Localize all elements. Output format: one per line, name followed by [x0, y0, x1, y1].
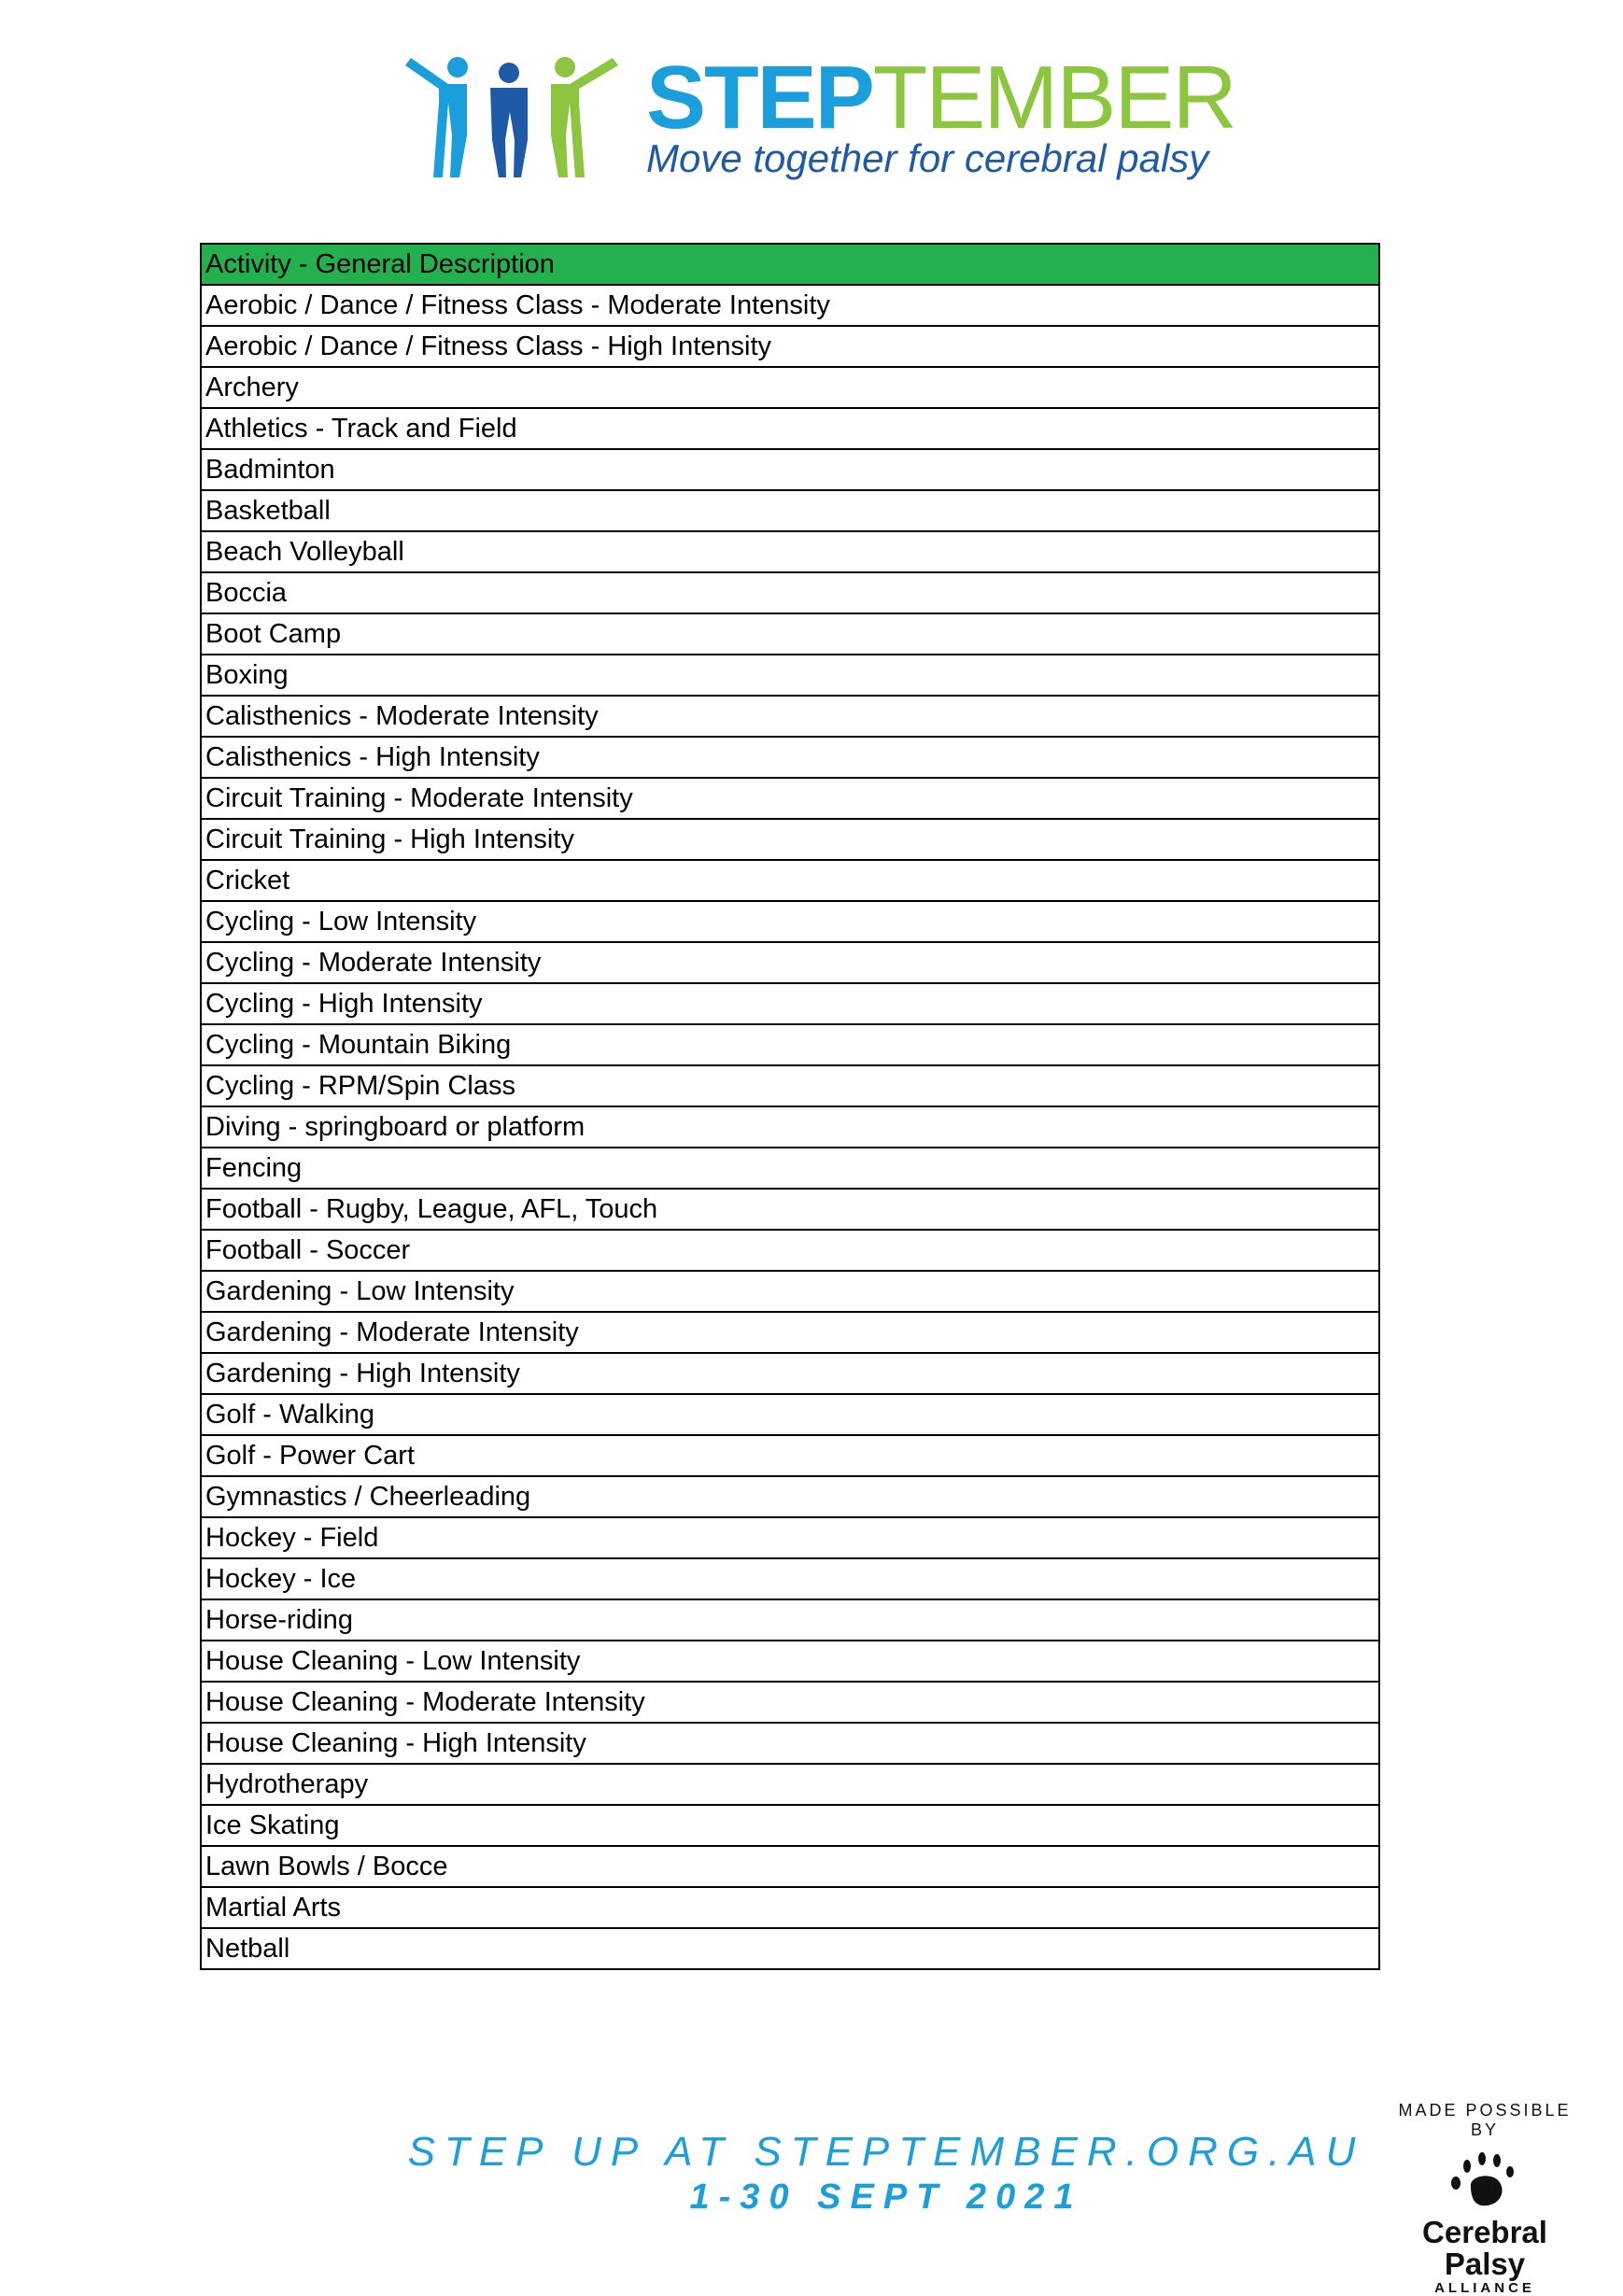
activity-cell: Aerobic / Dance / Fitness Class - High Intensity — [201, 326, 1379, 367]
activity-cell: Athletics - Track and Field — [201, 408, 1379, 449]
activity-cell: Gardening - High Intensity — [201, 1353, 1379, 1394]
table-row — [201, 572, 1379, 613]
partner-name: Cerebral Palsy — [1422, 2215, 1547, 2281]
table-row — [201, 1394, 1379, 1435]
table-row — [201, 737, 1379, 778]
table-row — [201, 1230, 1379, 1271]
activity-cell: Horse-riding — [201, 1599, 1379, 1641]
table-header-cell: Activity - General Description — [201, 244, 1379, 285]
activity-cell: Cricket — [201, 860, 1379, 901]
activity-cell: Gymnastics / Cheerleading — [201, 1476, 1379, 1517]
table-row — [201, 819, 1379, 860]
activity-cell: Calisthenics - Moderate Intensity — [201, 696, 1379, 737]
activity-cell: Football - Soccer — [201, 1230, 1379, 1271]
table-row — [201, 860, 1379, 901]
table-row — [201, 1558, 1379, 1599]
table-row — [201, 449, 1379, 490]
activity-cell: Boot Camp — [201, 613, 1379, 655]
activity-cell: Aerobic / Dance / Fitness Class - Moderate Intensity — [201, 285, 1379, 326]
activity-cell: Gardening - Moderate Intensity — [201, 1312, 1379, 1353]
table-row — [201, 983, 1379, 1024]
table-row — [201, 1435, 1379, 1476]
table-row — [201, 1106, 1379, 1148]
table-row — [201, 1271, 1379, 1312]
table-row — [201, 696, 1379, 737]
activity-cell: Lawn Bowls / Bocce — [201, 1846, 1379, 1887]
table-row — [201, 1189, 1379, 1230]
table-row — [201, 1476, 1379, 1517]
partner-subtitle: ALLIANCE — [1434, 2280, 1535, 2296]
logo-tagline: Move together for cerebral palsy — [646, 136, 1209, 180]
activity-cell: Cycling - Mountain Biking — [201, 1024, 1379, 1065]
activity-cell: House Cleaning - Low Intensity — [201, 1641, 1379, 1682]
activity-cell: Martial Arts — [201, 1887, 1379, 1928]
activity-cell: Cycling - Moderate Intensity — [201, 942, 1379, 983]
activity-cell: Beach Volleyball — [201, 531, 1379, 572]
partner-logo — [1382, 2101, 1588, 2296]
activity-cell: Hockey - Ice — [201, 1558, 1379, 1599]
activity-cell: Gardening - Low Intensity — [201, 1271, 1379, 1312]
footer-cta-url: STEP UP AT STEPTEMBER.ORG.AU — [407, 2129, 1365, 2175]
activity-cell: Hydrotherapy — [201, 1764, 1379, 1805]
activity-cell: Netball — [201, 1928, 1379, 1969]
activity-cell: Circuit Training - Moderate Intensity — [201, 778, 1379, 819]
activity-cell: Basketball — [201, 490, 1379, 531]
activity-cell: Archery — [201, 367, 1379, 408]
handprint-icon — [1443, 2149, 1527, 2215]
activity-cell: Golf - Walking — [201, 1394, 1379, 1435]
activity-cell: Golf - Power Cart — [201, 1435, 1379, 1476]
table-row — [201, 1928, 1379, 1969]
activity-cell: Hockey - Field — [201, 1517, 1379, 1558]
table-row — [201, 942, 1379, 983]
people-figures-icon — [392, 47, 626, 187]
activity-cell: Cycling - RPM/Spin Class — [201, 1065, 1379, 1106]
steptember-logo — [392, 47, 1235, 196]
table-row — [201, 490, 1379, 531]
activity-cell: Boxing — [201, 655, 1379, 696]
table-row — [201, 1887, 1379, 1928]
activities-table — [200, 243, 1380, 1970]
table-row — [201, 1682, 1379, 1723]
footer-cta-dates: 1-30 SEPT 2021 — [689, 2177, 1083, 2217]
table-row — [201, 655, 1379, 696]
wordmark-step: STEP — [646, 48, 873, 148]
table-row — [201, 1353, 1379, 1394]
table-row — [201, 1065, 1379, 1106]
activity-cell: Boccia — [201, 572, 1379, 613]
table-row — [201, 1599, 1379, 1641]
table-row — [201, 1148, 1379, 1189]
table-header-row — [201, 244, 1379, 285]
table-row — [201, 1723, 1379, 1764]
activity-cell: Diving - springboard or platform — [201, 1106, 1379, 1148]
activity-cell: Circuit Training - High Intensity — [201, 819, 1379, 860]
partner-label: MADE POSSIBLE BY — [1398, 2101, 1572, 2139]
activity-cell: House Cleaning - Moderate Intensity — [201, 1682, 1379, 1723]
wordmark-tember: TEMBER — [872, 48, 1235, 148]
activity-cell: Badminton — [201, 449, 1379, 490]
activity-cell: Fencing — [201, 1148, 1379, 1189]
table-row — [201, 1805, 1379, 1846]
table-body — [201, 285, 1379, 1969]
table-row — [201, 1764, 1379, 1805]
activity-cell: House Cleaning - High Intensity — [201, 1723, 1379, 1764]
table-row — [201, 1312, 1379, 1353]
table-row — [201, 326, 1379, 367]
table-row — [201, 408, 1379, 449]
table-row — [201, 367, 1379, 408]
table-row — [201, 285, 1379, 326]
table-row — [201, 613, 1379, 655]
table-row — [201, 1846, 1379, 1887]
activity-cell: Cycling - Low Intensity — [201, 901, 1379, 942]
table-row — [201, 1517, 1379, 1558]
steptember-wordmark — [646, 47, 1235, 149]
table-row — [201, 778, 1379, 819]
table-row — [201, 901, 1379, 942]
table-row — [201, 531, 1379, 572]
activity-cell: Cycling - High Intensity — [201, 983, 1379, 1024]
activity-cell: Football - Rugby, League, AFL, Touch — [201, 1189, 1379, 1230]
table-row — [201, 1024, 1379, 1065]
activity-cell: Calisthenics - High Intensity — [201, 737, 1379, 778]
activity-cell: Ice Skating — [201, 1805, 1379, 1846]
table-row — [201, 1641, 1379, 1682]
